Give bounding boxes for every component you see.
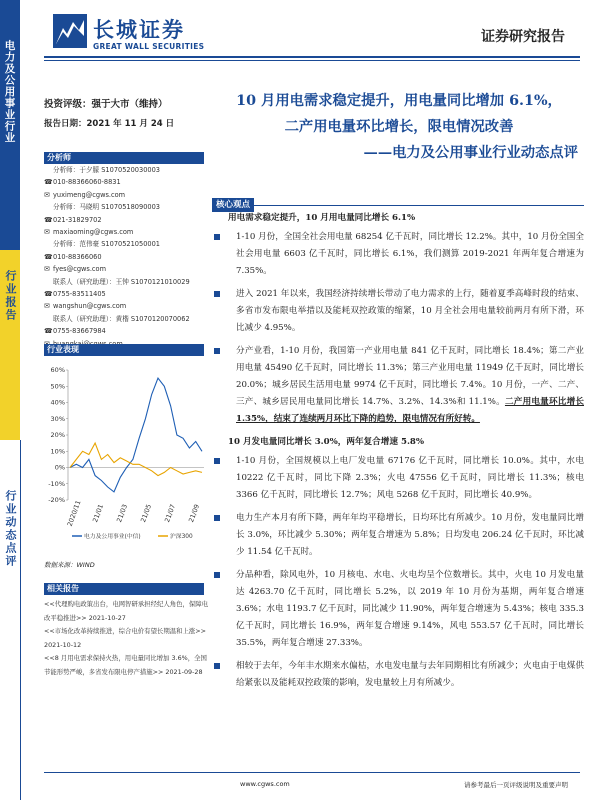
series-line-1	[70, 378, 202, 492]
related-report-link[interactable]: <<8 月用电需求保持火热，用电量同比增加 3.6%，全国节能形势严峻，多省发布限电停产措施>> 2021-09-28	[44, 654, 207, 676]
footer-divider	[44, 772, 580, 773]
bullet-paragraph: 进入 2021 年以来，我国经济持续增长带动了电力需求的上行，随着夏季高峰时段的结束、多省市发布限电举措以及能耗双控政策的缩紧，10 月全社会用电量较前两月有所下滑，环比减少 4.95%。	[214, 286, 584, 337]
sidebar-report-subtype: 行业动态点评	[0, 440, 20, 800]
square-bullet-icon	[214, 348, 220, 354]
square-bullet-icon	[214, 458, 220, 464]
y-tick-label: 50%	[50, 382, 65, 391]
analyst-row-text: 0755-83667984	[53, 327, 106, 336]
y-tick-label: 10%	[50, 447, 65, 456]
logo-mark-icon	[53, 14, 87, 48]
footer-disclaimer: 请参考最后一页评级说明及重要声明	[464, 781, 568, 789]
subheading-demand: 用电需求稳定提升，10 月用电量同比增长 6.1%	[228, 213, 416, 223]
title-line-1: 10 月用电需求稳定提升，用电量同比增加 6.1%，	[236, 93, 562, 109]
analyst-row-text: 分析师：范伟豪 S1070521050001	[53, 240, 160, 249]
sidebar-industry: 电力及公用事业行业	[0, 0, 20, 250]
bullet-paragraph: 相较于去年，今年丰水期来水偏枯，水电发电量与去年同期相比有所减少；火电由于电煤供给紧张以及能耗双控政策的影响，发电量较上月有所减少。	[214, 658, 584, 692]
analyst-row	[44, 214, 212, 226]
analyst-row	[44, 263, 212, 275]
analysts-section-header: 分析师	[44, 152, 204, 164]
company-logo	[53, 8, 213, 58]
y-tick-label: 60%	[50, 366, 65, 375]
square-bullet-icon	[214, 291, 220, 297]
title-line-3: ——电力及公用事业行业动态点评	[363, 145, 578, 161]
x-tick-label: 21/09	[187, 503, 202, 524]
y-tick-label: -20%	[48, 496, 65, 505]
email-icon: ✉	[44, 302, 50, 311]
analyst-row	[44, 325, 212, 337]
x-tick-label: 21/05	[139, 503, 154, 524]
related-reports-list	[44, 598, 212, 680]
analyst-row	[44, 226, 212, 238]
phone-icon: ☎	[44, 327, 53, 336]
x-tick-label: 21/01	[91, 503, 106, 524]
analyst-row	[44, 300, 212, 312]
email-icon: ✉	[44, 228, 50, 237]
x-tick-label: 21/03	[115, 503, 130, 524]
analyst-row	[44, 313, 212, 325]
bullet-paragraph: 分品种看，除风电外，10 月核电、水电、火电均呈个位数增长。其中，火电 10 月发电量达 4263.70 亿千瓦时，同比增长 5.2%，以 2019 年 10 月份为基期，两年复合增速 3.6%；水电 1193.7 亿千瓦时，同比减少 11.90%，两年复合增速为 5.43%；核电 335.3 亿千瓦时，同比增长 16.9%，两年复合增速 9.14%，风电 553.57 亿千瓦时，同比增长 35.5%，两年复合增速 27.33%。	[214, 567, 584, 652]
analyst-row-text[interactable]: yuximeng@cgws.com	[53, 190, 126, 199]
report-title	[214, 88, 584, 166]
analyst-row-text: 010-88366060-8831	[53, 178, 121, 187]
phone-icon: ☎	[44, 215, 53, 224]
analyst-row-text: 分析师：于夕朦 S1070520030003	[53, 166, 160, 174]
related-reports-header: 相关报告	[44, 583, 204, 595]
y-tick-label: 0%	[54, 463, 65, 472]
analyst-row-text: 021-31829702	[53, 215, 102, 224]
analyst-row	[44, 164, 212, 176]
y-tick-label: 30%	[50, 414, 65, 423]
analyst-row-text[interactable]: maxiaoming@cgws.com	[53, 228, 134, 237]
related-report-link[interactable]: <<代理购电政策出台，电网智研承担经纪人角色，保障电改平稳推进>> 2021-10-27	[44, 600, 209, 622]
analyst-row	[44, 238, 212, 250]
analyst-row	[44, 201, 212, 213]
report-type-label: 证券研究报告	[481, 29, 565, 45]
bullet-paragraph: 1-10 月份，全国全社会用电量 68254 亿千瓦时，同比增长 12.2%。其中，10 月份全国全社会用电量 6603 亿千瓦时，同比增长 6.1%，我们测算 2019-2021 年两年复合增速为 7.35%。	[214, 229, 584, 280]
email-icon: ✉	[44, 190, 50, 199]
analyst-row-text[interactable]: fyes@cgws.com	[53, 265, 107, 274]
bullet-paragraph: 分产业看，1-10 月份，我国第一产业用电量 841 亿千瓦时，同比增长 18.4%；第二产业用电量 45490 亿千瓦时，同比增长 11.3%；第三产业用电量 11949 亿千瓦时，同比增长 20.0%；城乡居民生活用电量 9974 亿千瓦时，同比增长 7.4%。10 月份，一产、二产、三产、城乡居民用电量同比增长 14.7%、3.2%、14.3%和 11.1%。二产用电量环比增长 1.35%，结束了连续两月环比下降的趋势，限电情况有所好转。	[214, 343, 584, 428]
key-points-label: 核心观点	[212, 198, 254, 212]
analyst-row-text[interactable]: wangshun@cgws.com	[53, 302, 127, 311]
related-report-link[interactable]: <<市场化改革持续推进，综合电价有望长期温和上涨>> 2021-10-12	[44, 627, 207, 649]
logo-text-cn: 长城证券	[93, 18, 185, 42]
report-date: 报告日期：2021 年 11 月 24 日	[44, 119, 175, 129]
investment-rating: 投资评级：强于大市（维持）	[44, 99, 168, 110]
header-divider-thin	[44, 60, 580, 61]
analyst-row-text: 分析师：马晓明 S1070518090003	[53, 203, 160, 212]
performance-section-header: 行业表现	[44, 344, 204, 356]
square-bullet-icon	[214, 234, 220, 240]
y-tick-label: 20%	[50, 431, 65, 440]
legend-label: 电力及公用事业(中信)	[84, 534, 141, 540]
chart-source: 数据来源：WIND	[44, 561, 95, 569]
bullet-paragraph: 电力生产本月有所下降，两年年均平稳增长，日均环比有所减少。10 月份，发电量同比增长 3.0%，环比减少 5.30%；两年复合增速为 5.8%；日均发电 206.24 亿千瓦时，环比减少 11.54 亿千瓦时。	[214, 510, 584, 561]
x-tick-label: 21/07	[163, 503, 178, 524]
subheading-generation: 10 月发电量同比增长 3.0%，两年复合增速 5.8%	[228, 437, 425, 447]
header-divider	[44, 56, 580, 58]
analyst-row	[44, 189, 212, 201]
analyst-row-text: 010-88366060	[53, 252, 102, 261]
analyst-row	[44, 176, 212, 188]
phone-icon: ☎	[44, 252, 53, 261]
x-tick-label: 2020/11	[65, 499, 83, 528]
sidebar-divider	[20, 440, 21, 800]
analyst-row	[44, 288, 212, 300]
footer-website-link[interactable]: www.cgws.com	[240, 780, 290, 788]
phone-icon: ☎	[44, 290, 53, 299]
analysts-list	[44, 164, 212, 350]
sidebar-report-type: 行业报告	[0, 250, 20, 440]
y-tick-label: -10%	[48, 479, 65, 488]
analyst-row-text: 联系人（研究助理）：黄楷 S1070120070062	[53, 314, 190, 323]
y-tick-label: 40%	[50, 398, 65, 407]
analyst-row-text: 0755-83511405	[53, 290, 106, 299]
email-icon: ✉	[44, 265, 50, 274]
analyst-row	[44, 251, 212, 263]
key-points-header	[212, 192, 584, 210]
legend-label: 沪深300	[170, 534, 193, 540]
title-line-2: 二产用电量环比增长，限电情况改善	[284, 119, 514, 135]
analyst-row-text: 联系人（研究助理）：王钟 S1070121010029	[53, 277, 190, 286]
square-bullet-icon	[214, 572, 220, 578]
industry-performance-chart	[44, 358, 210, 546]
square-bullet-icon	[214, 663, 220, 669]
square-bullet-icon	[214, 515, 220, 521]
logo-text-en: GREAT WALL SECURITIES	[93, 42, 205, 51]
main-body	[214, 210, 584, 698]
phone-icon: ☎	[44, 178, 53, 187]
analyst-row	[44, 276, 212, 288]
highlight-text: 二产用电量环比增长 1.35%，结束了连续两月环比下降的趋势，限电情况有所好转。	[236, 397, 584, 424]
bullet-paragraph: 1-10 月份，全国规模以上电厂发电量 67176 亿千瓦时，同比增长 10.0%。其中，水电 10222 亿千瓦时，同比下降 2.3%；火电 47556 亿千瓦时，同比增长 11.3%；核电 3366 亿千瓦时，同比增长 12.7%；风电 5268 亿千瓦时，同比增长 40.9%。	[214, 453, 584, 504]
